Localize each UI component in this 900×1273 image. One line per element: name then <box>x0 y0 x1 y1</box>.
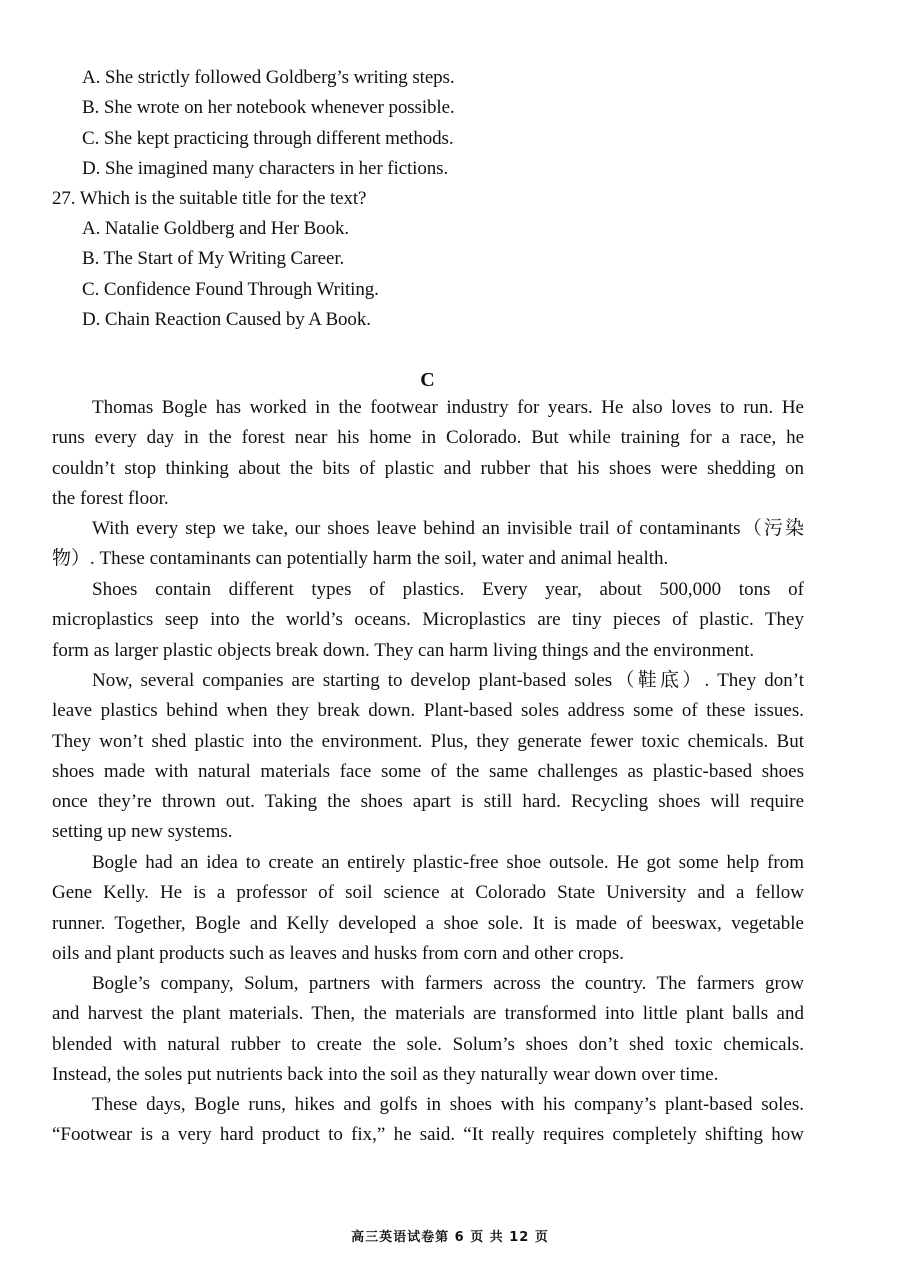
paragraph-5 <box>52 848 804 969</box>
paragraph-line: Instead, the soles put nutrients back into the soil as they naturally wear down over time. <box>52 1063 719 1085</box>
paragraph-1 <box>52 393 804 514</box>
paragraph-line: oils and plant products such as leaves and husks from corn and other crops. <box>52 942 624 964</box>
q27-option-c: C. Confidence Found Through Writing. <box>82 279 379 300</box>
section-heading: C <box>420 369 435 391</box>
paragraph-line: 物）. These contaminants can potentially harm the soil, water and animal health. <box>52 548 669 570</box>
paragraph-3 <box>52 575 804 666</box>
q27-option-b: B. The Start of My Writing Career. <box>82 248 345 269</box>
paragraph-line: shoes made with natural materials face some of the same challenges as plastic-based shoes <box>52 760 804 782</box>
q26-option-c: C. She kept practicing through different methods. <box>82 128 454 149</box>
q27-stem: 27. Which is the suitable title for the text? <box>52 188 367 209</box>
q26-option-d: D. She imagined many characters in her fictions. <box>82 158 449 179</box>
paragraph-line: Bogle’s company, Solum, partners with farmers across the country. The farmers grow <box>92 973 804 994</box>
paragraph-line: They won’t shed plastic into the environment. Plus, they generate fewer toxic chemicals. But <box>52 730 804 752</box>
paragraph-line: microplastics seep into the world’s oceans. Microplastics are tiny pieces of plastic. They <box>52 609 804 631</box>
paragraph-line: couldn’t stop thinking about the bits of plastic and rubber that his shoes were shedding on <box>52 457 804 479</box>
paragraph-line: runner. Together, Bogle and Kelly developed a shoe sole. It is made of beeswax, vegetable <box>52 912 804 934</box>
paragraph-6 <box>52 969 804 1090</box>
paragraph-7 <box>52 1090 804 1151</box>
q27-option-a: A. Natalie Goldberg and Her Book. <box>82 218 350 239</box>
paragraph-line: Now, several companies are starting to develop plant-based soles（鞋底）. They don’t <box>92 670 804 691</box>
paragraph-line: Shoes contain different types of plastics. Every year, about 500,000 tons of <box>92 579 804 600</box>
paragraph-line: With every step we take, our shoes leave behind an invisible trail of contaminants（污染 <box>92 518 804 539</box>
paragraph-line: and harvest the plant materials. Then, the materials are transformed into little plant balls and <box>52 1003 804 1025</box>
paragraph-line: Gene Kelly. He is a professor of soil science at Colorado State University and a fellow <box>52 882 804 904</box>
paragraph-line: leave plastics behind when they break down. Plant-based soles address some of these issues. <box>52 700 804 722</box>
paragraph-line: Thomas Bogle has worked in the footwear industry for years. He also loves to run. He <box>92 397 804 418</box>
paragraph-line: the forest floor. <box>52 487 169 509</box>
paragraph-2 <box>52 514 804 575</box>
paragraph-4 <box>52 666 804 848</box>
q26-option-b: B. She wrote on her notebook whenever possible. <box>82 97 455 118</box>
paragraph-line: Bogle had an idea to create an entirely plastic-free shoe outsole. He got some help from <box>92 852 804 873</box>
paragraph-line: “Footwear is a very hard product to fix,” he said. “It really requires completely shifting how <box>52 1124 804 1146</box>
page-footer: 高三英语试卷第 6 页 共 12 页 <box>351 1230 549 1245</box>
paragraph-line: setting up new systems. <box>52 821 233 843</box>
paragraph-line: form as larger plastic objects break down. They can harm living things and the environment. <box>52 639 755 661</box>
paragraph-line: runs every day in the forest near his home in Colorado. But while training for a race, he <box>52 427 804 449</box>
paragraph-line: once they’re thrown out. Taking the shoes apart is still hard. Recycling shoes will require <box>52 791 804 813</box>
q26-option-a: A. She strictly followed Goldberg’s writing steps. <box>82 67 455 88</box>
q27-option-d: D. Chain Reaction Caused by A Book. <box>82 309 371 330</box>
paragraph-line: These days, Bogle runs, hikes and golfs in shoes with his company’s plant-based soles. <box>92 1094 804 1115</box>
paragraph-line: blended with natural rubber to create the sole. Solum’s shoes don’t shed toxic chemicals. <box>52 1033 804 1055</box>
